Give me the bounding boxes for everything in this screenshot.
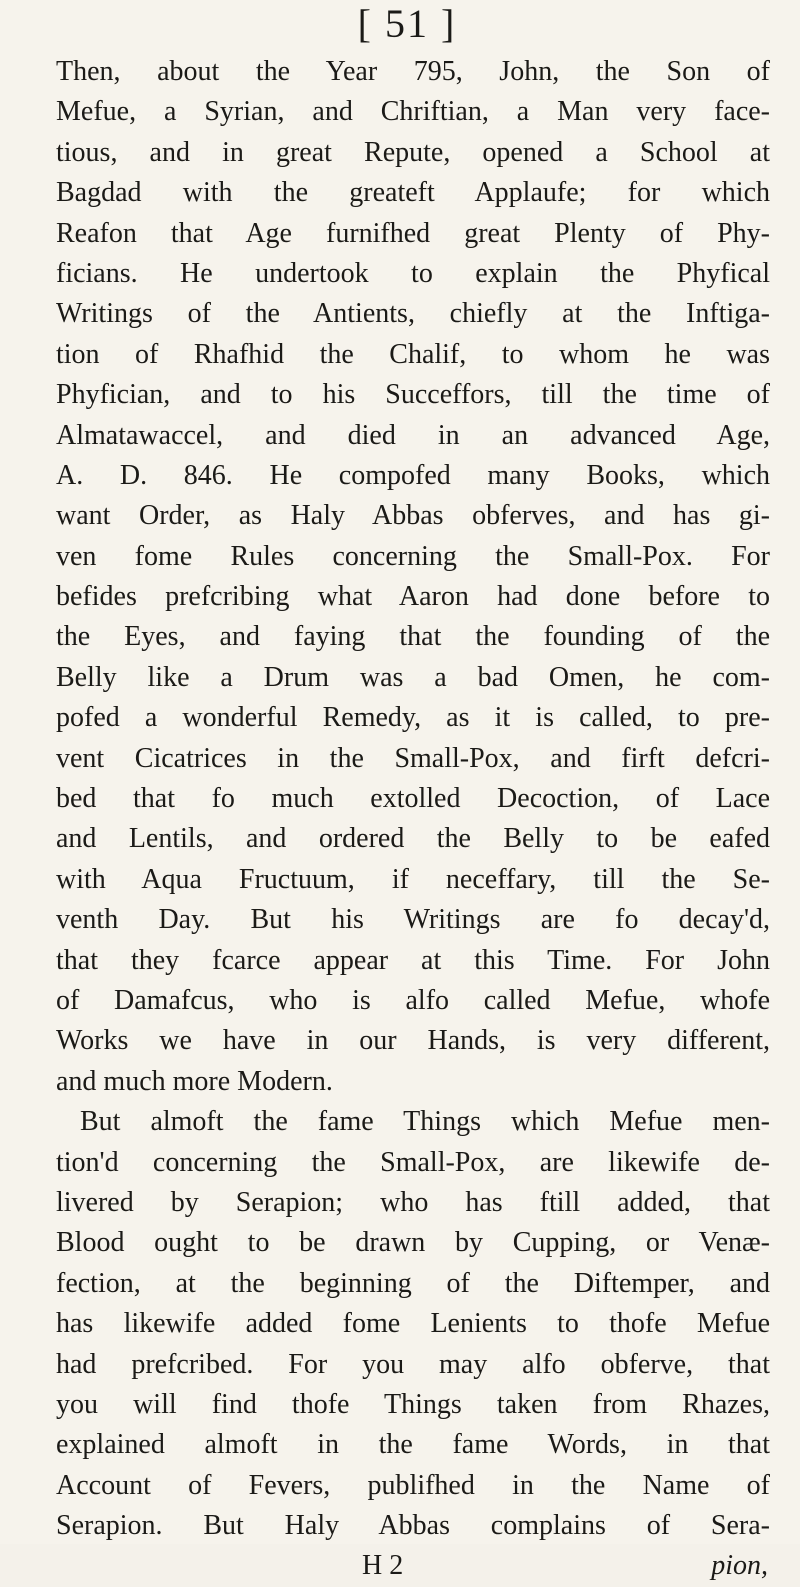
- text-line: you will find thofe Things taken from Rhazes,: [56, 1388, 770, 1420]
- text-line: Writings of the Antients, chiefly at the Inftiga-: [56, 298, 770, 330]
- text-line: Then, about the Year 795, John, the Son of: [56, 56, 770, 87]
- text-line: tion of Rhafhid the Chalif, to whom he was: [56, 338, 770, 370]
- text-line: livered by Serapion; who has ftill added, that: [56, 1186, 770, 1218]
- text-line: befides prefcribing what Aaron had done before to: [56, 581, 770, 613]
- text-line: vent Cicatrices in the Small-Pox, and firft defcri-: [56, 742, 770, 774]
- text-line: had prefcribed. For you may alfo obferve, that: [56, 1348, 770, 1380]
- catchword: pion,: [711, 1550, 768, 1582]
- text-line: with Aqua Fructuum, if neceffary, till the Se-: [56, 863, 770, 895]
- text-line: Phyfician, and to his Succeffors, till the time of: [56, 379, 770, 411]
- text-line: Belly like a Drum was a bad Omen, he com-: [56, 661, 770, 693]
- text-line: Bagdad with the greateft Applaufe; for which: [56, 177, 770, 209]
- text-line: Almatawaccel, and died in an advanced Age,: [56, 419, 770, 451]
- text-line: venth Day. But his Writings are fo decay'd,: [56, 904, 770, 936]
- text-line: fection, at the beginning of the Diftemper, and: [56, 1267, 770, 1299]
- text-line: the Eyes, and faying that the founding of the: [56, 621, 770, 653]
- text-line: Blood ought to be drawn by Cupping, or Venæ-: [56, 1227, 770, 1259]
- text-line: and Lentils, and ordered the Belly to be eafed: [56, 823, 770, 855]
- text-line: Mefue, a Syrian, and Chriftian, a Man very face-: [56, 96, 770, 128]
- text-line: Reafon that Age furnifhed great Plenty of Phy-: [56, 217, 770, 249]
- text-line: Serapion. But Haly Abbas complains of Sera-: [56, 1510, 770, 1542]
- text-line: that they fcarce appear at this Time. For John: [56, 944, 770, 976]
- text-line: tious, and in great Repute, opened a School at: [56, 136, 770, 168]
- text-line: of Damafcus, who is alfo called Mefue, whofe: [56, 984, 770, 1016]
- text-line: has likewife added fome Lenients to thofe Mefue: [56, 1308, 770, 1340]
- signature-mark: H 2: [362, 1550, 404, 1582]
- text-line: ven fome Rules concerning the Small-Pox. For: [56, 540, 770, 572]
- text-line: pofed a wonderful Remedy, as it is called, to pre-: [56, 702, 770, 734]
- text-line: and much more Modern.: [56, 1065, 333, 1097]
- page-footer: [56, 1546, 770, 1586]
- text-line: ficians. He undertook to explain the Phyfical: [56, 257, 770, 289]
- text-line: Works we have in our Hands, is very different,: [56, 1025, 770, 1057]
- page-header: [0, 2, 800, 46]
- body-text: [56, 52, 770, 1586]
- text-line: want Order, as Haly Abbas obferves, and has gi-: [56, 500, 770, 532]
- page-number: [ 51 ]: [357, 1, 457, 46]
- text-line: explained almoft in the fame Words, in that: [56, 1429, 770, 1461]
- text-line: But almoft the fame Things which Mefue men-: [80, 1106, 770, 1138]
- text-line: Account of Fevers, publifhed in the Name of: [56, 1469, 770, 1501]
- text-line: A. D. 846. He compofed many Books, which: [56, 459, 770, 491]
- text-line: bed that fo much extolled Decoction, of Lace: [56, 783, 770, 815]
- text-line: tion'd concerning the Small-Pox, are likewife de-: [56, 1146, 770, 1178]
